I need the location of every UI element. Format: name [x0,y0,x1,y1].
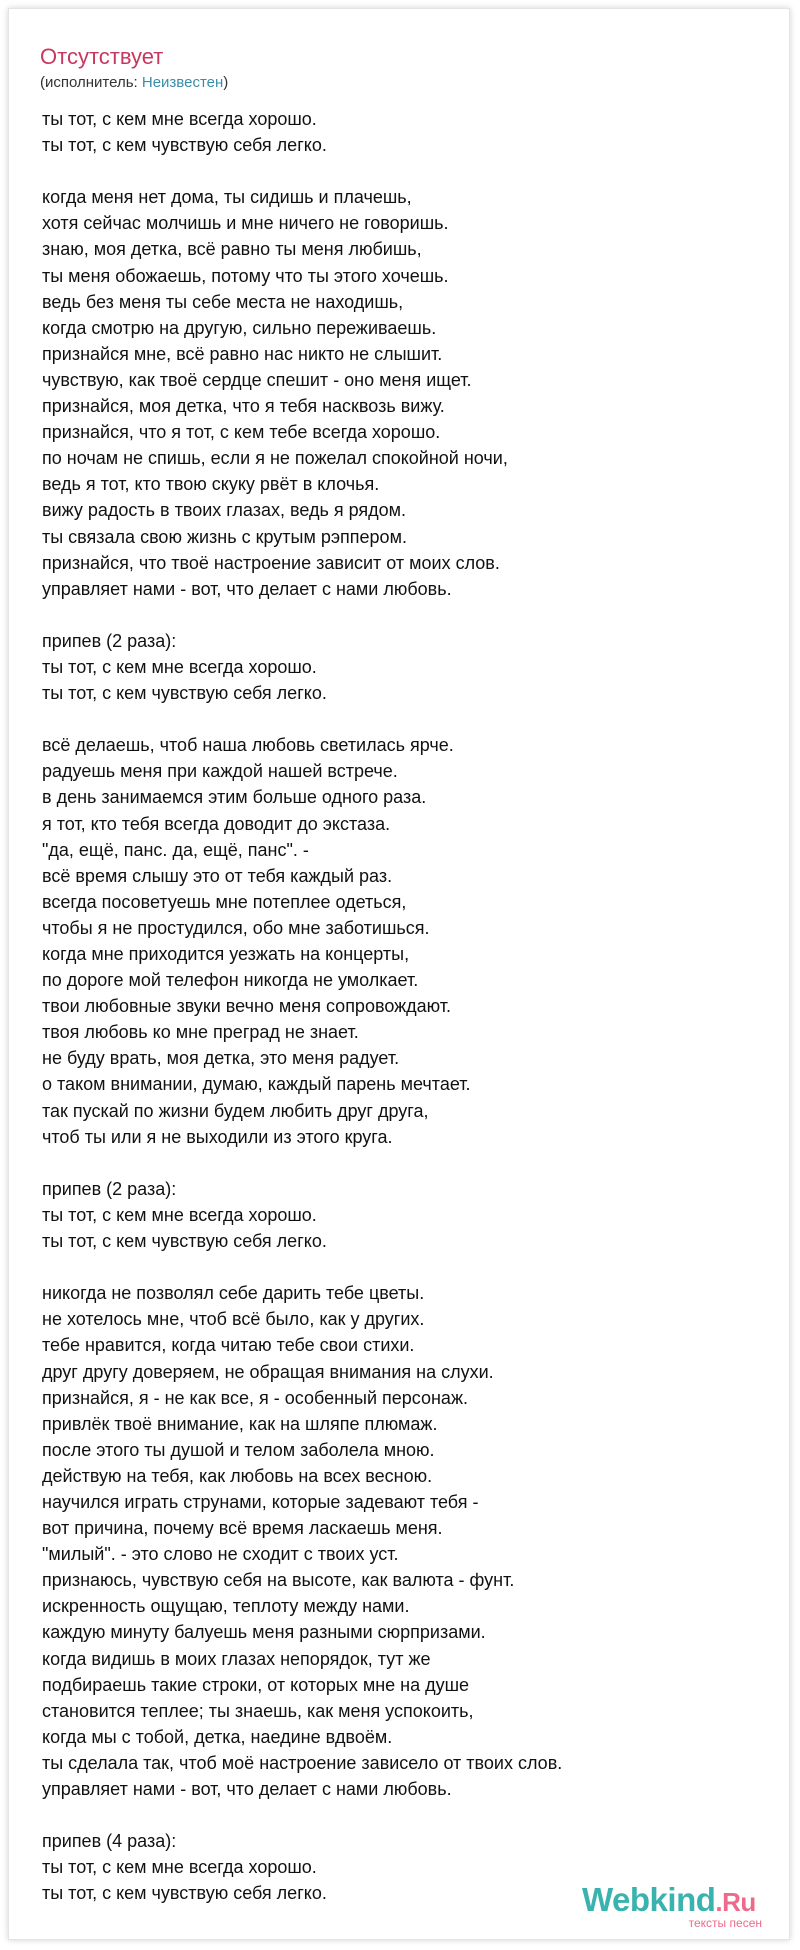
lyric-line: ты тот, с кем чувствую себя легко. [42,683,327,704]
lyric-line: чтобы я не простудился, обо мне заботишься. [42,917,430,938]
lyric-line: друг другу доверяем, не обращая внимания на слухи. [42,1361,494,1382]
song-header [40,44,228,92]
lyric-line: подбираешь такие строки, от которых мне на душе [42,1674,470,1695]
lyrics-stanza [42,184,762,602]
lyric-line: знаю, моя детка, всё равно ты меня любишь, [42,239,422,260]
lyric-line: ты сделала так, чтоб моё настроение зависело от твоих слов. [42,1752,563,1773]
song-title: Отсутствует [40,44,164,69]
lyric-line: всё время слышу это от тебя каждый раз. [42,865,393,886]
logo-wordmark [582,1882,756,1920]
lyric-line: ты тот, с кем чувствую себя легко. [42,1231,327,1252]
lyric-line: действую на тебя, как любовь на всех весною. [42,1465,433,1486]
lyric-line: я тот, кто тебя всегда доводит до экстаза. [42,813,391,834]
lyrics-stanza [42,1280,762,1802]
lyric-line: признайся, я - не как все, я - особенный персонаж. [42,1387,468,1408]
lyric-line: признайся, что твоё настроение зависит от моих слов. [42,552,500,573]
lyric-line: ты связала свою жизнь с крутым рэппером. [42,526,407,547]
performer-suffix: ) [223,74,229,91]
lyric-line: чувствую, как твоё сердце спешит - оно меня ищет. [42,369,472,390]
lyric-line: когда мы с тобой, детка, наедине вдвоём. [42,1726,393,1747]
lyric-line: когда меня нет дома, ты сидишь и плачешь, [42,187,412,208]
lyric-line: не буду врать, моя детка, это меня радует. [42,1048,400,1069]
lyric-line: ты тот, с кем мне всегда хорошо. [42,656,317,677]
lyric-line: когда видишь в моих глазах непорядок, тут же [42,1648,431,1669]
lyric-line: ты тот, с кем мне всегда хорошо. [42,1204,317,1225]
lyrics-stanza [42,628,762,706]
lyric-line: вот причина, почему всё время ласкаешь меня. [42,1518,443,1539]
lyric-line: не хотелось мне, чтоб всё было, как у других. [42,1309,425,1330]
lyric-line: когда мне приходится уезжать на концерты, [42,944,410,964]
lyric-line: в день занимаемся этим больше одного раза. [42,787,427,808]
logo-tagline: тексты песен [688,1916,762,1930]
lyric-line: ты тот, с кем чувствую себя легко. [42,135,327,156]
lyric-line: всегда посоветуешь мне потеплее одеться, [42,891,407,912]
lyric-line: каждую минуту балуешь меня разными сюрпризами. [42,1622,486,1643]
logo-tld: .Ru [715,1887,756,1917]
lyric-line: научился играть струнами, которые задевают тебя - [42,1491,479,1512]
lyric-line: после этого ты душой и телом заболела мною. [42,1439,435,1460]
lyric-line: признайся, что я тот, с кем тебе всегда хорошо. [42,422,441,443]
lyric-line: признайся мне, всё равно нас никто не слышит. [42,343,443,364]
lyric-line: ты меня обожаешь, потому что ты этого хочешь. [42,265,449,286]
lyric-line: припев (2 раза): [42,1178,177,1199]
lyric-line: ты тот, с кем мне всегда хорошо. [42,109,317,129]
lyric-line: управляет нами - вот, что делает с нами любовь. [42,1779,452,1799]
lyric-line: управляет нами - вот, что делает с нами любовь. [42,578,452,599]
lyric-line: "милый". - это слово не сходит с твоих уст. [42,1544,399,1565]
lyrics-stanza [42,732,762,1150]
lyric-line: твоя любовь ко мне преград не знает. [42,1022,359,1043]
lyric-line: признайся, моя детка, что я тебя насквозь вижу. [42,396,445,417]
lyric-line: "да, ещё, панс. да, ещё, панс". - [42,839,309,860]
lyric-line: так пускай по жизни будем любить друг друга, [42,1100,429,1121]
lyric-line: ведь без меня ты себе места не находишь, [42,291,404,312]
lyric-line: становится теплее; ты знаешь, как меня успокоить, [42,1700,474,1721]
site-logo[interactable] [582,1882,772,1930]
lyrics-stanza [42,106,762,158]
lyric-line: припев (4 раза): [42,1831,177,1852]
performer-line [40,74,228,92]
lyric-line: твои любовные звуки вечно меня сопровождают. [42,996,452,1017]
lyric-line: ведь я тот, кто твою скуку рвёт в клочья. [42,474,380,495]
lyric-line: ты тот, с кем мне всегда хорошо. [42,1857,317,1878]
lyrics-body [42,106,762,1933]
lyric-line: искренность ощущаю, теплоту между нами. [42,1596,410,1617]
lyric-line: чтоб ты или я не выходили из этого круга. [42,1126,393,1147]
lyric-line: по дороге мой телефон никогда не умолкает. [42,970,419,991]
performer-link[interactable]: Неизвестен [141,74,224,91]
lyric-line: вижу радость в твоих глазах, ведь я рядом. [42,500,407,521]
lyric-line: когда смотрю на другую, сильно переживаешь. [42,317,437,338]
lyric-line: о таком внимании, думаю, каждый парень мечтает. [42,1074,471,1095]
lyric-line: никогда не позволял себе дарить тебе цветы. [42,1283,425,1304]
performer-prefix: (исполнитель: [40,74,142,91]
lyric-line: по ночам не спишь, если я не пожелал спокойной ночи, [42,448,508,469]
lyric-line: всё делаешь, чтоб наша любовь светилась ярче. [42,735,454,756]
lyric-line: припев (2 раза): [42,630,177,651]
lyrics-stanza [42,1176,762,1254]
logo-main-text: Webkind [582,1881,716,1918]
lyric-line: тебе нравится, когда читаю тебе свои стихи. [42,1335,415,1356]
lyric-line: признаюсь, чувствую себя на высоте, как валюта - фунт. [42,1570,515,1591]
lyric-line: хотя сейчас молчишь и мне ничего не говоришь. [42,213,449,234]
lyric-line: привлёк твоё внимание, как на шляпе плюмаж. [42,1413,438,1434]
lyric-line: ты тот, с кем чувствую себя легко. [42,1883,327,1904]
lyric-line: радуешь меня при каждой нашей встрече. [42,761,398,782]
